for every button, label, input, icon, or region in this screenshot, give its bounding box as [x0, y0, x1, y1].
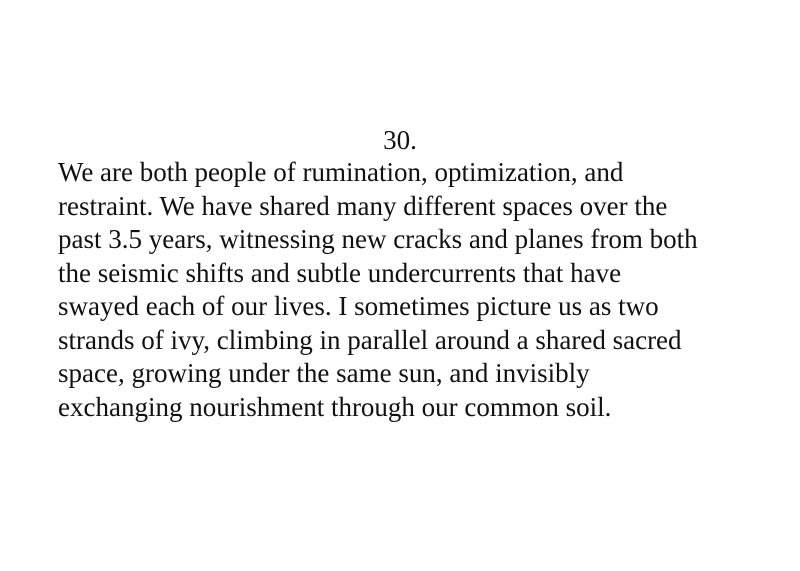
paragraph-line: space, growing under the same sun, and invisibly	[58, 358, 590, 388]
paragraph-line: strands of ivy, climbing in parallel around a shared sacred	[58, 324, 682, 355]
section-number: 30.	[383, 125, 417, 155]
paragraph-line: past 3.5 years, witnessing new cracks and planes from both	[58, 224, 698, 254]
paragraph-line: the seismic shifts and subtle undercurrents that have	[58, 257, 622, 288]
paragraph	[58, 156, 758, 424]
paragraph-line: swayed each of our lives. I sometimes picture us as two	[58, 291, 659, 321]
paragraph-line: exchanging nourishment through our common soil.	[58, 391, 612, 422]
paragraph-line: We are both people of rumination, optimization, and	[58, 157, 624, 187]
paragraph-line: restraint. We have shared many different spaces over the	[58, 190, 668, 221]
